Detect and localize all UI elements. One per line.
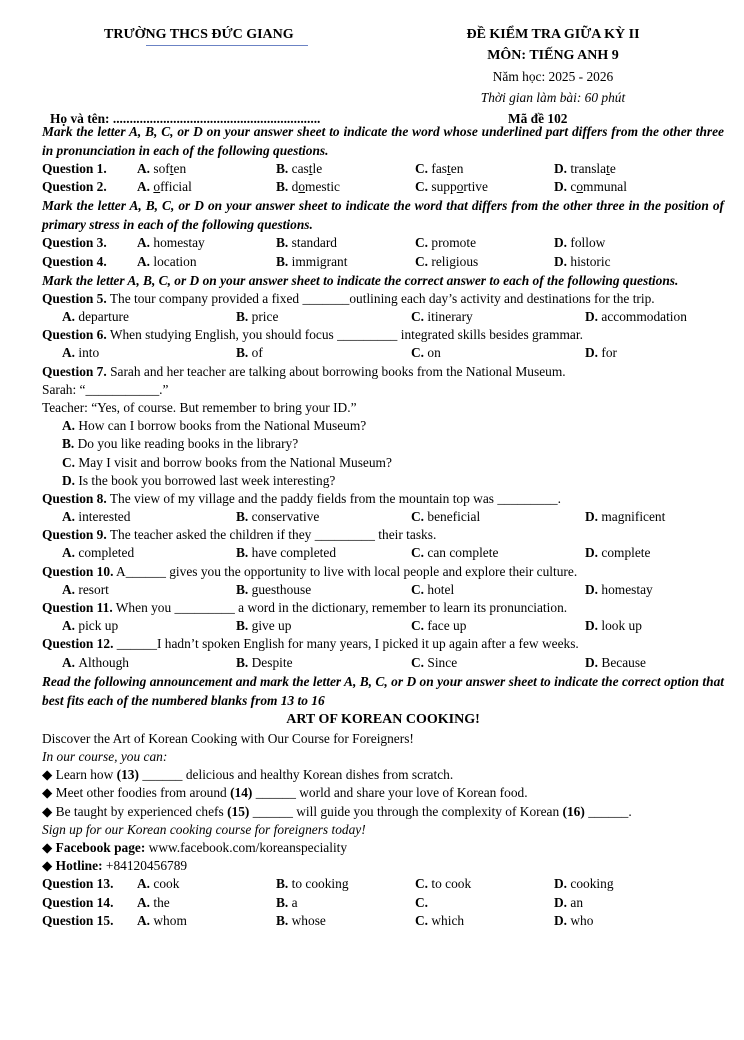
bullet-item-14: ◆ Meet other foodies from around (14) ______ world and share your love of Korean food. [42,785,528,801]
option-c: C. supportive [415,179,488,195]
option-d: D. communal [554,179,627,195]
school-year: Năm học: 2025 - 2026 [492,69,614,84]
hotline-line: ◆ Hotline: +84120456789 [42,858,188,874]
option-a: A. interested [62,509,131,525]
question-9-options [42,544,724,562]
question-5: Question 5. The tour company provided a fixed _______outlining each day’s activity and destinations for the trip. [42,290,655,306]
option-c: C. on [411,345,441,361]
option-c: C. religious [415,253,479,269]
exam-page [42,22,724,930]
option-b: B. immigrant [276,253,348,269]
question-label: Question 13. [42,876,114,892]
option-a: A. resort [62,581,109,597]
question-label: Question 3. [42,235,107,251]
option-c: C. May I visit and borrow books from the National Museum? [62,454,392,470]
option-c: C. which [415,912,465,928]
option-a: A. How can I borrow books from the National Museum? [62,418,367,434]
option-b: B. have completed [236,545,337,561]
option-c: C. [415,894,429,910]
option-a: A. departure [62,308,129,324]
option-c: C. face up [411,618,467,634]
announcement-title: ART OF KOREAN COOKING! [286,711,480,727]
stress-instruction: Mark the letter A, B, C, or D on your answer sheet to indicate the word that differs from the other three in the position of primary stress in each of the following questions. [42,198,724,233]
bullet-icon: ◆ [42,785,53,801]
option-b: B. price [236,308,279,324]
option-d: D. cooking [554,876,614,892]
option-a: A. the [137,894,170,910]
option-b: B. Despite [236,654,293,670]
exam-header [42,22,724,126]
name-field: Họ và tên: .............................................................. [50,111,321,126]
option-d: D. Because [585,654,647,670]
exam-code: Mã đề 102 [508,111,568,126]
bullet-icon: ◆ [42,767,53,783]
option-a: A. cook [137,876,180,892]
question-10: Question 10. A______ gives you the opportunity to live with local people and explore their culture. [42,563,578,579]
announcement-intro: Discover the Art of Korean Cooking with Our Course for Foreigners! [42,730,414,746]
option-d: D. translate [554,161,616,176]
option-b: B. domestic [276,179,341,195]
question-14 [42,894,724,912]
option-a: A. homestay [137,235,205,251]
option-b: B. Do you like reading books in the library? [62,436,299,452]
school-name: TRƯỜNG THCS ĐỨC GIANG [104,27,294,42]
question-4 [42,253,724,271]
question-label: Question 4. [42,253,107,269]
option-d: D. homestay [585,581,653,597]
dialogue-teacher: Teacher: “Yes, of course. But remember to bring your ID.” [42,399,357,415]
question-label: Question 1. [42,161,107,176]
option-a: A. pick up [62,618,119,634]
question-1 [42,160,724,178]
option-a: A. official [137,179,192,195]
question-2 [42,178,724,196]
question-9: Question 9. The teacher asked the children if they _________ their tasks. [42,527,437,543]
option-a: A. soften [137,161,187,176]
option-d: D. complete [585,545,651,561]
bullet-icon: ◆ [42,840,53,856]
school-underline [146,45,308,46]
question-11: Question 11. When you _________ a word in the dictionary, remember to learn its pronunciation. [42,600,568,616]
dialogue-sarah: Sarah: “___________.” [42,381,169,397]
option-b: B. standard [276,235,338,251]
option-b: B. to cooking [276,876,349,892]
option-b: B. guesthouse [236,581,312,597]
option-d: D. accommodation [585,308,687,324]
announcement-can: In our course, you can: [42,749,168,765]
question-8-options [42,508,724,526]
question-15 [42,912,724,930]
option-a: A. whom [137,912,187,928]
question-label: Question 14. [42,894,114,910]
bullet-icon: ◆ [42,803,53,819]
option-b: B. give up [236,618,292,634]
option-c: C. promote [415,235,477,251]
option-d: D. for [585,345,618,361]
option-b: B. of [236,345,263,361]
pronunciation-instruction: Mark the letter A, B, C, or D on your answer sheet to indicate the word whose underlined part differs from the other three in pronunciation in each of the following questions. [42,124,724,158]
question-6-options [42,344,724,362]
correct-answer-instruction: Mark the letter A, B, C, or D on your answer sheet to indicate the correct answer to each of the following questions. [42,272,679,288]
question-label: Question 2. [42,179,107,195]
duration: Thời gian làm bài: 60 phút [480,90,626,105]
option-d: D. an [554,894,584,910]
option-c: C. hotel [411,581,455,597]
option-b: B. castle [276,161,323,176]
exam-title: ĐỀ KIỂM TRA GIỮA KỲ II [466,27,640,42]
question-label: Question 15. [42,912,114,928]
option-a: A. completed [62,545,135,561]
option-c: C. beneficial [411,509,481,525]
question-6: Question 6. When studying English, you should focus _________ integrated skills besides grammar. [42,327,583,343]
option-a: A. Although [62,654,129,670]
option-d: D. magnificent [585,509,666,525]
option-b: B. conservative [236,509,320,525]
option-a: A. into [62,345,100,361]
option-c: C. Since [411,654,458,670]
option-c: C. itinerary [411,308,473,324]
bullet-icon: ◆ [42,858,53,874]
facebook-line: ◆ Facebook page: www.facebook.com/koreanspeciality [42,840,348,856]
option-d: D. look up [585,618,642,634]
option-c: C. can complete [411,545,499,561]
option-b: B. whose [276,912,326,928]
bullet-item-13: ◆ Learn how (13) ______ delicious and healthy Korean dishes from scratch. [42,767,454,783]
question-13 [42,875,724,893]
option-c: C. fasten [415,161,464,176]
announcement-signup: Sign up for our Korean cooking course for foreigners today! [42,821,366,837]
question-10-options [42,581,724,599]
option-d: D. historic [554,253,611,269]
question-5-options [42,308,724,326]
option-d: D. who [554,912,594,928]
bullet-item-15: ◆ Be taught by experienced chefs (15) ______ will guide you through the complexity of Korean (16) ______. [42,803,632,819]
option-c: C. to cook [415,876,472,892]
question-3 [42,234,724,252]
question-11-options [42,617,724,635]
option-b: B. a [276,894,298,910]
subject: MÔN: TIẾNG ANH 9 [487,48,619,63]
question-8: Question 8. The view of my village and the paddy fields from the mountain top was _________. [42,490,561,506]
question-7: Question 7. Sarah and her teacher are talking about borrowing books from the National Museum. [42,363,566,379]
reading-instruction: Read the following announcement and mark the letter A, B, C, or D on your answer sheet to indicate the correct option that best fits each of the numbered blanks from 13 to 16 [42,673,724,708]
question-12-options [42,654,724,672]
option-a: A. location [137,253,197,269]
option-d: D. follow [554,235,606,251]
option-d: D. Is the book you borrowed last week interesting? [62,472,336,488]
question-12: Question 12. ______I hadn’t spoken English for many years, I picked it up again after a few weeks. [42,636,579,652]
